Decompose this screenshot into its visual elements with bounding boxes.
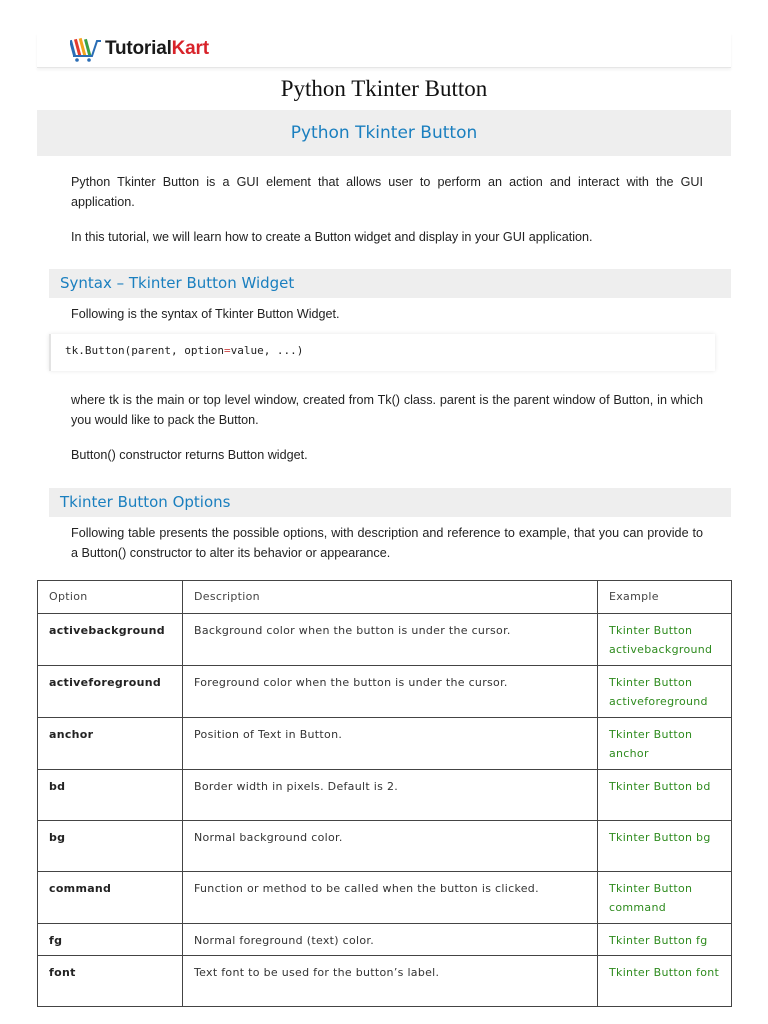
option-name: activebackground [38,613,183,665]
example-link[interactable]: Tkinter Button fg [598,923,732,956]
option-description: Background color when the button is under the cursor. [183,613,598,665]
table-row [38,717,732,769]
option-name: font [38,956,183,1007]
table-row [38,871,732,923]
site-header [37,33,731,68]
example-link[interactable]: Tkinter Button activeforeground [598,665,732,717]
intro-paragraph-2: In this tutorial, we will learn how to create a Button widget and display in your GUI application. [71,230,593,244]
table-row [38,956,732,1007]
option-description: Normal background color. [183,820,598,871]
option-description: Text font to be used for the button’s label. [183,956,598,1007]
syntax-lead: Following is the syntax of Tkinter Button Widget. [71,307,340,321]
option-description: Foreground color when the button is under the cursor. [183,665,598,717]
section-heading-options: Tkinter Button Options [49,488,731,517]
code-snippet: tk.Button(parent, option=value, ...) [65,344,304,357]
table-row [38,613,732,665]
option-name: bd [38,769,183,820]
option-description: Function or method to be called when the button is clicked. [183,871,598,923]
option-name: fg [38,923,183,956]
option-description: Border width in pixels. Default is 2. [183,769,598,820]
code-block [49,334,715,371]
table-row [38,769,732,820]
table-row [38,820,732,871]
document-title: Python Tkinter Button [280,76,488,101]
example-link[interactable]: Tkinter Button activebackground [598,613,732,665]
example-link[interactable]: Tkinter Button bg [598,820,732,871]
column-header-option: Option [38,581,183,614]
tutorialkart-logo[interactable] [70,36,209,62]
logo-text: TutorialKart [105,38,209,59]
table-header-row [38,581,732,614]
option-description: Normal foreground (text) color. [183,923,598,956]
option-name: command [38,871,183,923]
option-description: Position of Text in Button. [183,717,598,769]
table-row [38,923,732,956]
options-table [37,580,732,1007]
example-link[interactable]: Tkinter Button font [598,956,732,1007]
option-name: activeforeground [38,665,183,717]
table-row [38,665,732,717]
intro-paragraph-1: Python Tkinter Button is a GUI element that allows user to perform an action and interact with the GUI application. [71,175,703,209]
example-link[interactable]: Tkinter Button anchor [598,717,732,769]
option-name: anchor [38,717,183,769]
options-lead: Following table presents the possible options, with description and reference to example, that you can provide to a Button() constructor to alter its behavior or appearance. [71,526,703,560]
example-link[interactable]: Tkinter Button bd [598,769,732,820]
example-link[interactable]: Tkinter Button command [598,871,732,923]
option-name: bg [38,820,183,871]
column-header-example: Example [598,581,732,614]
column-header-description: Description [183,581,598,614]
section-heading-syntax: Syntax – Tkinter Button Widget [49,269,731,298]
syntax-explanation-2: Button() constructor returns Button widget. [71,448,308,462]
syntax-explanation-1: where tk is the main or top level window, created from Tk() class. parent is the parent window of Button, in which you would like to pack the Button. [71,393,703,427]
page-heading: Python Tkinter Button [37,110,731,156]
logo-cart-icon [70,36,102,62]
